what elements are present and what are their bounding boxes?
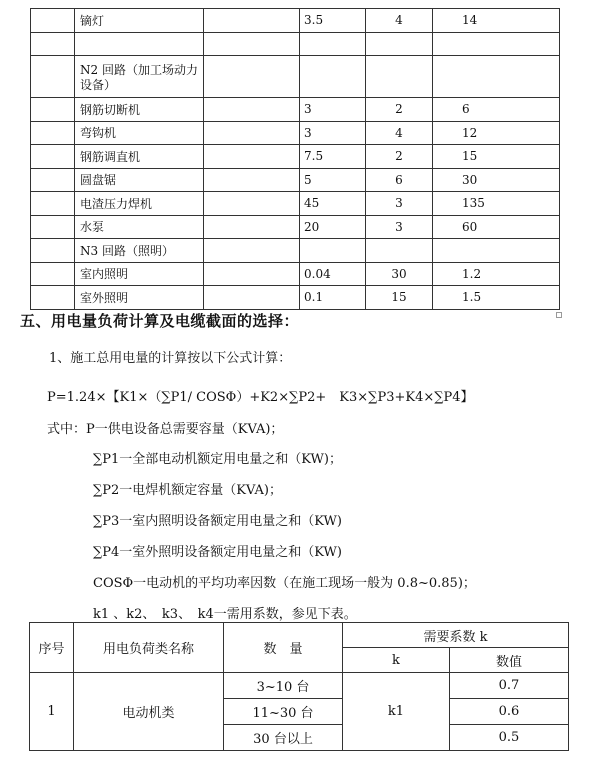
count-value: 30 xyxy=(366,262,433,286)
row-qty: 11~30 台 xyxy=(224,699,343,725)
total-value: 1.2 xyxy=(433,262,560,286)
row-name: 电动机类 xyxy=(74,673,224,751)
table-row xyxy=(31,168,560,192)
formula: P=1.24×【K1×（∑P1/ COSΦ）+K2×∑P2+ K3×∑P3+K4×∑P4】 xyxy=(47,390,474,405)
total-value: 12 xyxy=(433,121,560,145)
header-k: k xyxy=(343,648,450,673)
row-value: 0.7 xyxy=(450,673,569,699)
paragraph-definition: k1 、k2、 k3、 k4一需用系数，参见下表。 xyxy=(93,607,357,622)
equipment-name: 镝灯 xyxy=(75,9,204,33)
power-value: 20 xyxy=(300,215,366,239)
paragraph-definition: COSΦ一电动机的平均功率因数（在施工现场一般为 0.8~0.85)； xyxy=(93,576,476,591)
table-row xyxy=(31,9,560,33)
count-value: 4 xyxy=(366,121,433,145)
power-value: 0.04 xyxy=(300,262,366,286)
total-value: 30 xyxy=(433,168,560,192)
table-row xyxy=(31,215,560,239)
table-row xyxy=(31,286,560,310)
equipment-name: 水泵 xyxy=(75,215,204,239)
circuit-label: N2 回路（加工场动力设备） xyxy=(75,56,204,98)
total-value: 135 xyxy=(433,192,560,216)
table-row xyxy=(30,673,569,699)
equipment-name: 钢筋调直机 xyxy=(75,145,204,169)
equipment-name: 室外照明 xyxy=(75,286,204,310)
circuit-label: N3 回路（照明） xyxy=(75,239,204,263)
paragraph-definition: ∑P1一全部电动机额定用电量之和（KW)； xyxy=(93,452,342,467)
equipment-name: 室内照明 xyxy=(75,262,204,286)
equipment-name xyxy=(75,32,204,56)
header-coef: 需要系数 k xyxy=(343,623,569,648)
table-row xyxy=(31,121,560,145)
table-row xyxy=(31,262,560,286)
paragraph-definition: ∑P2一电焊机额定容量（KVA)； xyxy=(93,483,282,498)
row-seq: 1 xyxy=(30,673,74,751)
power-value: 3 xyxy=(300,98,366,122)
table-row xyxy=(31,192,560,216)
demand-coefficient-table xyxy=(29,622,569,751)
total-value: 60 xyxy=(433,215,560,239)
header-qty: 数 量 xyxy=(224,623,343,673)
power-value: 5 xyxy=(300,168,366,192)
paragraph-definition: ∑P4一室外照明设备额定用电量之和（KW) xyxy=(93,545,342,560)
paragraph-intro: 1、施工总用电量的计算按以下公式计算： xyxy=(49,351,292,366)
row-k: k1 xyxy=(343,673,450,751)
paragraph-definition: 式中：P一供电设备总需要容量（KVA)； xyxy=(47,422,284,437)
table-row xyxy=(31,239,560,263)
equipment-name: 钢筋切断机 xyxy=(75,98,204,122)
equipment-name: 电渣压力焊机 xyxy=(75,192,204,216)
count-value: 3 xyxy=(366,192,433,216)
total-value: 15 xyxy=(433,145,560,169)
row-qty: 30 台以上 xyxy=(224,725,343,751)
power-value: 7.5 xyxy=(300,145,366,169)
equipment-table xyxy=(30,8,560,310)
table-row xyxy=(31,145,560,169)
table-row xyxy=(31,56,560,98)
count-value: 4 xyxy=(366,9,433,33)
table-resize-handle[interactable] xyxy=(556,312,562,318)
equipment-name: 圆盘锯 xyxy=(75,168,204,192)
equipment-name: 弯钩机 xyxy=(75,121,204,145)
total-value: 14 xyxy=(433,9,560,33)
count-value: 3 xyxy=(366,215,433,239)
header-name: 用电负荷类名称 xyxy=(74,623,224,673)
count-value: 15 xyxy=(366,286,433,310)
total-value: 1.5 xyxy=(433,286,560,310)
section-heading: 五、用电量负荷计算及电缆截面的选择： xyxy=(20,312,300,330)
table-header-row xyxy=(30,623,569,648)
power-value: 3 xyxy=(300,121,366,145)
total-value: 6 xyxy=(433,98,560,122)
count-value: 6 xyxy=(366,168,433,192)
table-row xyxy=(31,98,560,122)
power-value: 0.1 xyxy=(300,286,366,310)
row-qty: 3~10 台 xyxy=(224,673,343,699)
paragraph-definition: ∑P3一室内照明设备额定用电量之和（KW) xyxy=(93,514,342,529)
header-value: 数值 xyxy=(450,648,569,673)
row-value: 0.6 xyxy=(450,699,569,725)
count-value: 2 xyxy=(366,145,433,169)
power-value: 3.5 xyxy=(300,9,366,33)
count-value: 2 xyxy=(366,98,433,122)
row-value: 0.5 xyxy=(450,725,569,751)
power-value: 45 xyxy=(300,192,366,216)
table-row xyxy=(31,32,560,56)
header-seq: 序号 xyxy=(30,623,74,673)
